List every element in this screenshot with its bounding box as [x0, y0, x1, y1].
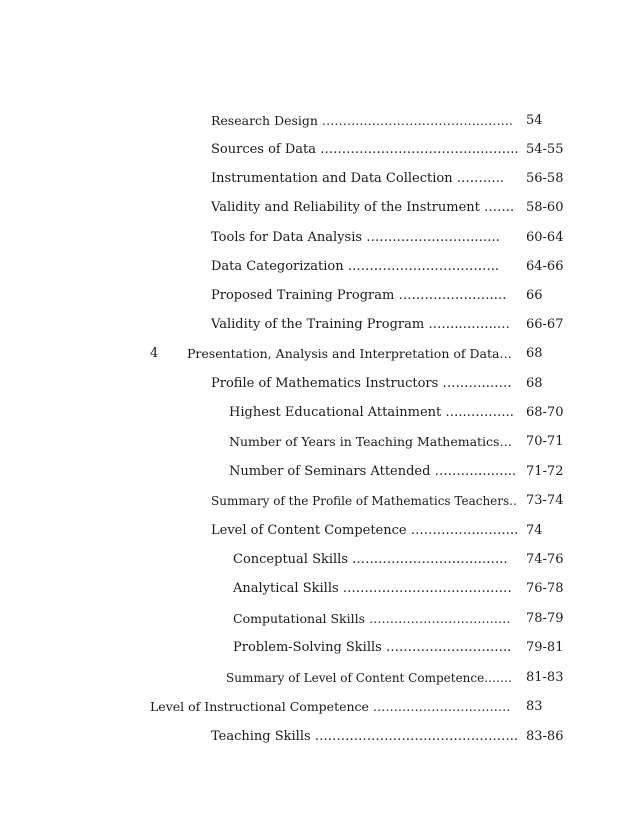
- toc-entry: [0, 520, 638, 542]
- toc-entry: [0, 431, 638, 453]
- toc-entry-title: Instrumentation and Data Collection ………..: [211, 171, 504, 186]
- toc-entry: [0, 549, 638, 571]
- toc-entry-title: Presentation, Analysis and Interpretation of Data…: [187, 346, 512, 361]
- toc-entry-page: 68: [526, 376, 543, 391]
- chapter-number: 4: [150, 346, 159, 361]
- toc-entry: [0, 726, 638, 748]
- toc-entry: [0, 667, 638, 689]
- toc-entry-page: 78-79: [526, 611, 564, 626]
- toc-entry-title: Highest Educational Attainment …..………..: [229, 405, 514, 420]
- toc-entry-title: Number of Seminars Attended …………..…..: [229, 464, 517, 479]
- toc-entry: [0, 139, 638, 161]
- toc-entry: [0, 608, 638, 630]
- toc-entry-page: 71-72: [526, 464, 564, 479]
- toc-entry-page: 83: [526, 699, 543, 714]
- toc-entry-page: 60-64: [526, 230, 564, 245]
- toc-entry: [0, 490, 638, 512]
- toc-entry: [0, 637, 638, 659]
- toc-entry: [0, 110, 638, 132]
- toc-entry: [0, 285, 638, 307]
- toc-entry-page: 83-86: [526, 729, 564, 744]
- toc-entry-title: Sources of Data ………………………………..……..: [211, 142, 519, 157]
- toc-entry-page: 70-71: [526, 434, 564, 449]
- toc-entry-title: Tools for Data Analysis ……………………..…..: [211, 230, 500, 245]
- toc-entry-page: 68-70: [526, 405, 564, 420]
- toc-entry: [0, 227, 638, 249]
- toc-entry: [0, 373, 638, 395]
- toc-entry-page: 66-67: [526, 317, 564, 332]
- toc-entry-title: Problem-Solving Skills ………………………..: [233, 640, 512, 655]
- toc-entry: [0, 578, 638, 600]
- toc-entry-page: 64-66: [526, 259, 564, 274]
- toc-entry: [0, 696, 638, 718]
- toc-entry: [0, 256, 638, 278]
- toc-entry-page: 68: [526, 346, 543, 361]
- toc-entry-title: Teaching Skills ………………………………………..: [211, 729, 519, 744]
- toc-entry-title: Conceptual Skills ……………………….……..: [233, 552, 508, 567]
- toc-entry-title: Number of Years in Teaching Mathematics…: [229, 434, 512, 449]
- toc-entry-title: Validity of the Training Program ……..……..…: [211, 317, 510, 332]
- toc-entry-page: 54: [526, 113, 543, 128]
- toc-entry-title: Profile of Mathematics Instructors ……….……: [211, 376, 512, 391]
- toc-entry-page: 81-83: [526, 670, 564, 685]
- toc-entry-page: 73-74: [526, 493, 564, 508]
- toc-entry-page: 66: [526, 288, 543, 303]
- toc-entry-title: Data Categorization ……………………………..: [211, 259, 499, 274]
- toc-entry-title: Analytical Skills …………………………………: [233, 581, 512, 596]
- toc-entry-title: Summary of the Profile of Mathematics Teachers..: [211, 494, 517, 508]
- toc-entry-title: Proposed Training Program ………………….…: [211, 288, 507, 303]
- toc-entry-title: Summary of Level of Content Competence.……: [226, 671, 513, 685]
- toc-entry-page: 54-55: [526, 142, 564, 157]
- toc-entry: [0, 461, 638, 483]
- toc-entry-page: 56-58: [526, 171, 564, 186]
- toc-entry: [0, 402, 638, 424]
- toc-entry-page: 74: [526, 523, 543, 538]
- toc-entry: [0, 197, 638, 219]
- toc-entry-title: Level of Instructional Competence ……………………………: [150, 699, 511, 714]
- toc-entry-title: Level of Content Competence ……………..……..: [211, 523, 519, 538]
- toc-chapter-entry: [0, 343, 638, 365]
- toc-entry-page: 58-60: [526, 200, 564, 215]
- toc-entry: [0, 168, 638, 190]
- toc-entry-title: Research Design ……….……………………….……..: [211, 113, 513, 128]
- toc-entry: [0, 314, 638, 336]
- toc-entry-title: Computational Skills ……………………….……: [233, 611, 511, 626]
- toc-entry-title: Validity and Reliability of the Instrument …….: [211, 200, 515, 215]
- toc-entry-page: 79-81: [526, 640, 564, 655]
- toc-entry-page: 74-76: [526, 552, 564, 567]
- toc-entry-page: 76-78: [526, 581, 564, 596]
